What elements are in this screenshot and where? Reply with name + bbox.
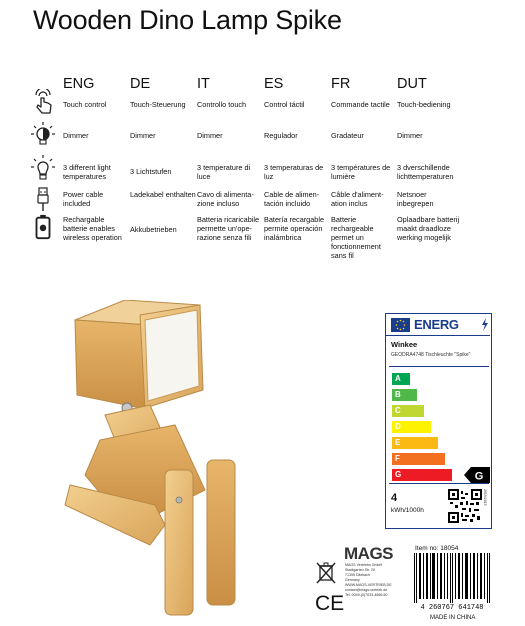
brand-logo: MAGS <box>344 544 393 563</box>
row3-dut: 3 dverschillende lichttemperaturen <box>397 163 454 181</box>
energy-rated-arrow <box>464 467 490 483</box>
row3-it: 3 temperature di luce <box>197 163 251 181</box>
lang-header-it: IT <box>197 76 210 92</box>
row4-de: Ladekabel enthalten <box>130 190 196 199</box>
energy-class-e: E <box>392 437 438 449</box>
row3-es: 3 temperaturas de luz <box>264 163 324 181</box>
row1-fr: Commande tactile <box>331 100 390 109</box>
row1-it: Controllo touch <box>197 100 247 109</box>
row5-dut: Oplaadbare batterij maakt draadloze werking mogelijk <box>397 215 460 242</box>
brand-address <box>345 563 415 598</box>
barcode-digits: 4 260767 641748 <box>420 604 484 611</box>
energy-class-g: G <box>392 469 452 481</box>
energy-class-b: B <box>392 389 417 401</box>
row4-eng: Power cable included <box>63 190 104 208</box>
energy-consumption-unit: kWh/1000h <box>391 507 424 514</box>
weee-bin-icon <box>316 561 336 585</box>
brand-address-line: MAGS Vertriebs GmbH <box>345 563 383 567</box>
row2-eng: Dimmer <box>63 131 89 140</box>
dino-lamp-image <box>55 300 265 620</box>
row5-eng: Rechargable batterie enables wireless operation <box>63 215 122 242</box>
row5-it: Batteria ricaricabile permette un'ope-razione senza fili <box>197 215 260 242</box>
row5-es: Batería recargable permite operación inalámbrica <box>264 215 325 242</box>
row5-fr: Batterie rechargeable permet un fonctionnement sans fil <box>331 215 381 260</box>
lang-header-fr: FR <box>331 76 351 92</box>
touch-icon <box>30 89 56 115</box>
row3-de: 3 Lichtstufen <box>130 167 172 176</box>
energy-bolt-icon <box>481 318 489 331</box>
row2-it: Dimmer <box>197 131 223 140</box>
energy-class-f: F <box>392 453 445 465</box>
lang-header-dut: DUT <box>397 76 427 92</box>
row2-de: Dimmer <box>130 131 156 140</box>
row3-eng: 3 different light temperatures <box>63 163 111 181</box>
brand-address-line: WWW.MAGS-VERTRIEB.DE <box>345 583 392 587</box>
light-bulb-icon <box>30 155 56 181</box>
brand-address-line: 71395 Ditzbach <box>345 573 370 577</box>
row1-de: Touch-Steuerung <box>130 100 186 109</box>
item-number: Item no: 18054 <box>415 545 459 552</box>
row2-dut: Dimmer <box>397 131 423 140</box>
energy-class-a: A <box>392 373 410 385</box>
row1-eng: Touch control <box>63 100 107 109</box>
energy-class-d: D <box>392 421 431 433</box>
brand-address-line: contact@mags-vertrieb.de <box>345 588 388 592</box>
lang-header-de: DE <box>130 76 151 92</box>
brand-address-line: Tel. 0049-(0)7033-4666-60 <box>345 593 388 597</box>
row4-it: Cavo di alimenta-zione incluso <box>197 190 254 208</box>
row1-dut: Touch-bediening <box>397 100 451 109</box>
energy-label <box>385 313 492 529</box>
energy-supplier: Winkee <box>391 340 418 349</box>
brand-address-line: Stadtgarten Str. 20 <box>345 568 375 572</box>
qr-code-icon <box>448 489 482 523</box>
energy-class-c: C <box>392 405 424 417</box>
row4-es: Cable de alimen-tación incluido <box>264 190 320 208</box>
battery-icon <box>32 214 54 240</box>
made-in-label: MADE IN CHINA <box>430 615 476 621</box>
energy-rated-class: G <box>474 470 484 483</box>
eu-flag-icon <box>391 318 410 332</box>
row4-dut: Netsnoer inbegrepen <box>397 190 434 208</box>
lang-header-es: ES <box>264 76 284 92</box>
row2-es: Regulador <box>264 131 298 140</box>
row5-de: Akkubetrieben <box>130 225 177 234</box>
energy-regulation: 2019/2015 <box>483 489 487 506</box>
energy-label-header <box>386 314 490 336</box>
dimmer-icon <box>30 121 56 147</box>
lang-header-eng: ENG <box>63 76 95 92</box>
energy-model: GEODRA4748 Tischleuchte "Spike" <box>391 352 471 358</box>
row1-es: Control táctil <box>264 100 305 109</box>
ce-mark-icon: CE <box>315 592 345 615</box>
row4-fr: Câble d'aliment-ation inclus <box>331 190 384 208</box>
row3-fr: 3 températures de lumière <box>331 163 391 181</box>
usb-cable-icon <box>32 186 54 212</box>
barcode <box>408 553 496 611</box>
row2-fr: Gradateur <box>331 131 364 140</box>
energy-heading: ENERG <box>414 317 459 332</box>
page-title: Wooden Dino Lamp Spike <box>33 5 342 35</box>
energy-consumption-value: 4 <box>391 492 398 504</box>
energy-scale <box>389 366 489 484</box>
brand-address-line: Germany <box>345 578 360 582</box>
